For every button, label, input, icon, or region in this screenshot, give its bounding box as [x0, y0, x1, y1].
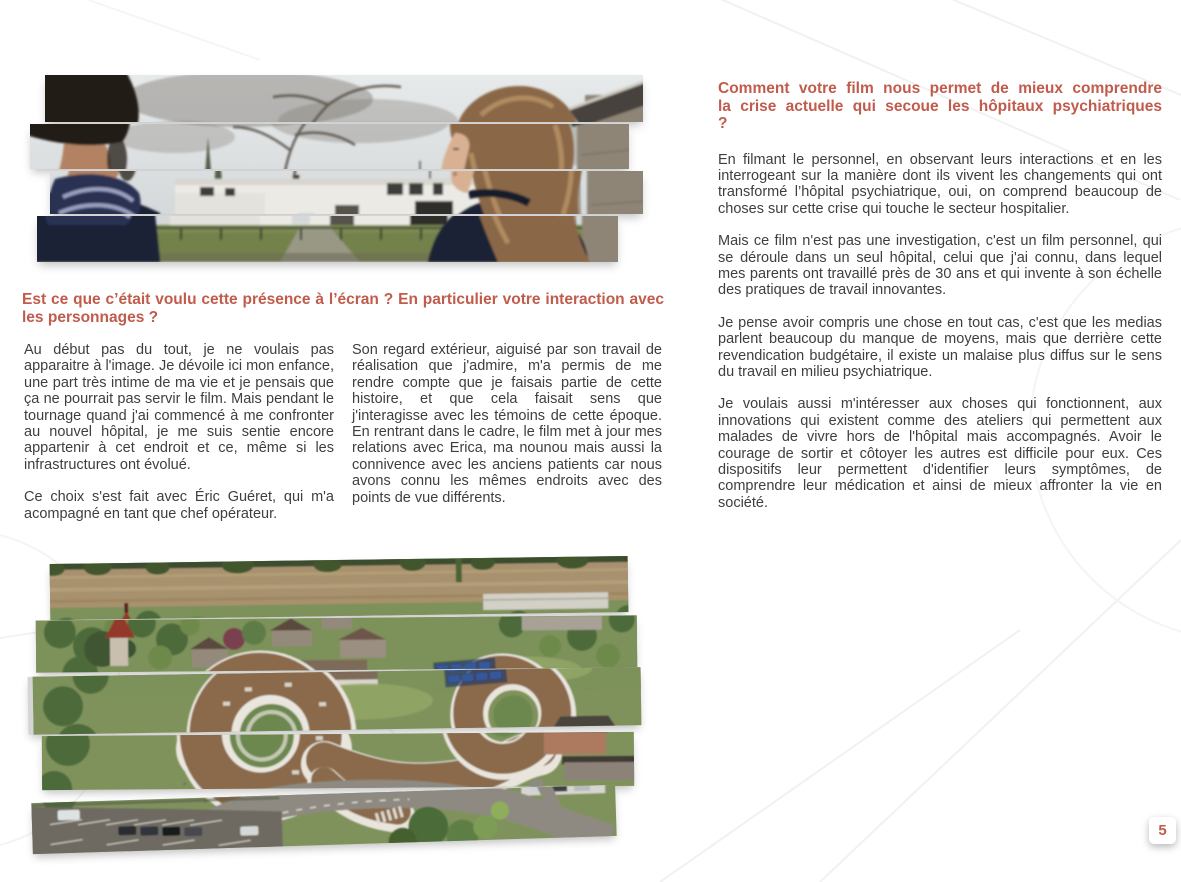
question-heading-left: Est ce que c’était voulu cette présence à l’écran ? En particulier votre interaction avec les personnages ? [22, 291, 664, 326]
photo-strip [28, 667, 642, 735]
photo-strip [42, 732, 634, 790]
photo-strip [50, 556, 629, 620]
left-text-columns [24, 342, 664, 538]
paragraph: Je voulais aussi m'intéresser aux choses qui fonctionnent, aux innovations qui existent comme des ateliers qui permettent aux malades de vivre hors de l'hôpital mais accompagnés. Avoir le courage de sortir et côtoyer les autres est difficile pour eux. Ces dispositifs leur permettent d'identifier leurs symptômes, de comprendre leur médication et ainsi de mieux affronter la vie en société. [718, 396, 1162, 511]
interview-photo-collage [30, 75, 643, 262]
question-heading-right: Comment votre film nous permet de mieux comprendre la crise actuelle qui secoue les hôpitaux psychiatriques ? [718, 80, 1162, 132]
paragraph: Je pense avoir compris une chose en tout cas, c'est que les medias parlent beaucoup du manque de moyens, mais que derrière cette revendication budgétaire, il existe un malaise plus diffus sur le sens du travail en milieu psychiatrique. [718, 314, 1162, 380]
page-number-badge: 5 [1149, 817, 1176, 844]
paragraph: Mais ce film n'est pas une investigation, c'est un film personnel, qui se déroule dans un seul hôpital, celui que j'ai connu, dans lequel mes parents ont travaillé près de 30 ans et qui invente à son échelle des pratiques de travail innovantes. [718, 233, 1162, 299]
photo-strip [36, 615, 637, 672]
photo-strip [45, 75, 643, 122]
photo-strip [30, 124, 629, 169]
paragraph: Au début pas du tout, je ne voulais pas apparaitre à l'image. Je dévoile ici mon enfance, une part très intime de ma vie et je pensais que ça ne pourrait pas servir le film. Mais pendant le tournage quand j'ai commencé à me confronter au nouvel hôpital, je me suis sentie encore appartenir à cet endroit et ce, même si les infrastructures ont évolué. [24, 342, 334, 473]
text-column-2 [352, 342, 662, 538]
aerial-hospital-photo-collage [28, 552, 645, 848]
photo-strip [37, 216, 618, 262]
photo-strip [31, 785, 616, 854]
text-column-1 [24, 342, 334, 538]
paragraph: En filmant le personnel, en observant leurs interactions et en les interrogeant sur la manière dont ils vivent les changements qui ont transformé l’hôpital psychiatrique, oui, on comprend beaucoup de choses sur cette crise qui touche le secteur hospitalier. [718, 151, 1162, 217]
photo-strip [50, 171, 643, 214]
right-text-column [718, 80, 1162, 527]
paragraph: Ce choix s'est fait avec Éric Guéret, qui m'a acompagné en tant que chef opérateur. [24, 489, 334, 522]
paragraph: Son regard extérieur, aiguisé par son travail de réalisation que j'admire, m'a permis de me rendre compte que je faisais partie de cette histoire, et que cela faisait sens que j'interagisse avec les témoins de cette époque. En rentrant dans le cadre, le film met à jour mes relations avec Erica, ma nounou mais aussi la connivence avec les anciens patients car nous avons connu les mêmes endroits avec des points de vue différents. [352, 342, 662, 506]
